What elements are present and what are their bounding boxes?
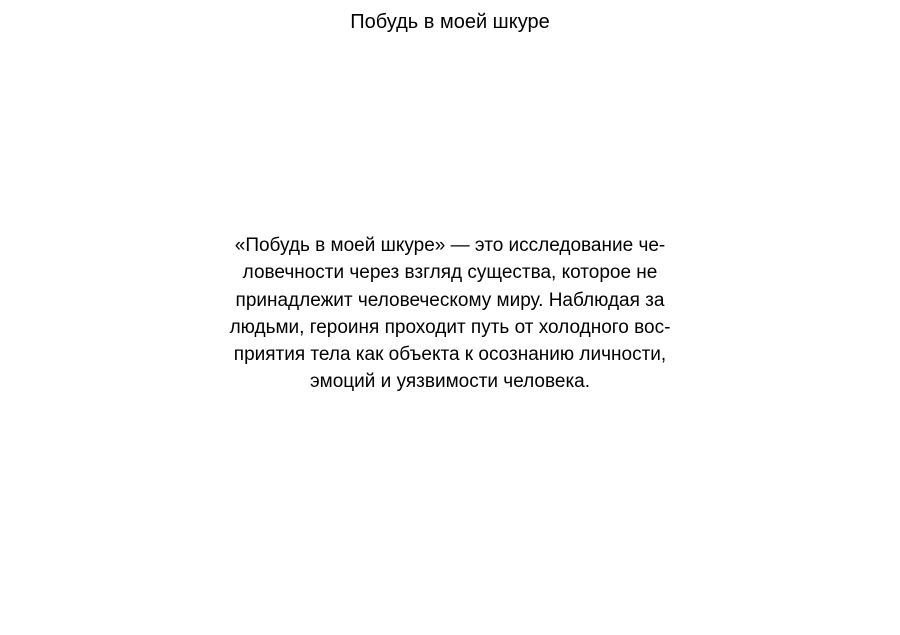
paragraph-line: эмоций и уязвимости человека. <box>309 371 591 393</box>
paragraph-line: ловечности через взгляд существа, которое не <box>242 262 658 284</box>
page-title: Побудь в моей шкуре <box>350 11 550 33</box>
description-paragraph <box>180 232 720 396</box>
paragraph-line: «Побудь в моей шкуре» — это исследование че- <box>234 235 666 256</box>
paragraph-line: принадлежит человеческому миру. Наблюдая за <box>235 289 665 311</box>
paragraph-line: людьми, героиня проходит путь от холодного вос- <box>229 316 671 338</box>
paragraph-line: приятия тела как объекта к осознанию личности, <box>233 344 667 366</box>
